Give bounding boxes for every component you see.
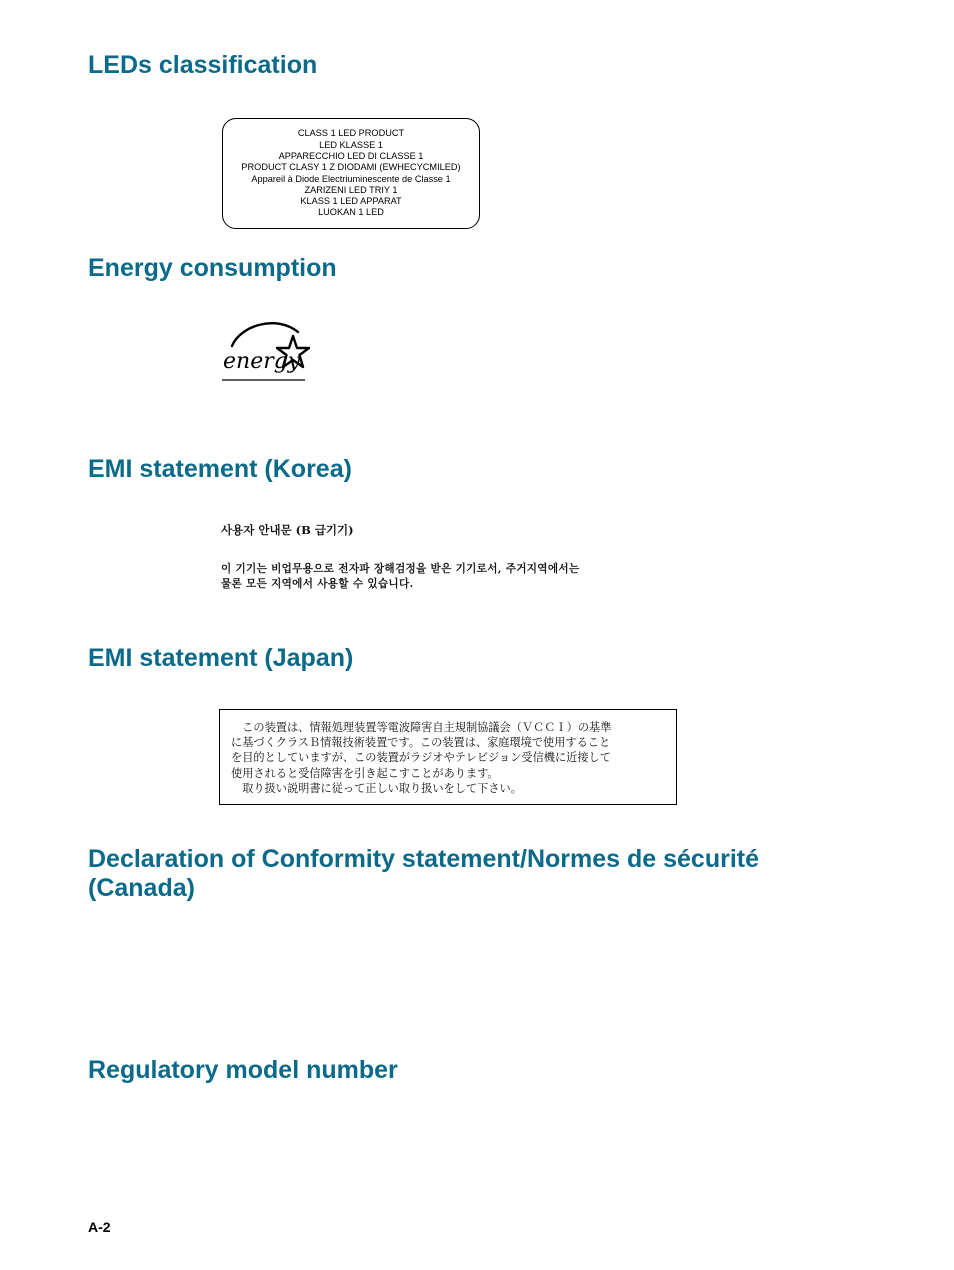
page-number: A-2 — [88, 1219, 111, 1235]
japan-statement-line: を目的としていますが、この装置がラジオやテレビジョン受信機に近接して — [231, 751, 611, 765]
heading-declaration-of-conformity: Declaration of Conformity statement/Normes de sécurité — [88, 845, 759, 873]
led-label-line: ZARIZENI LED TRIY 1 — [304, 184, 398, 195]
japan-vcci-statement — [219, 709, 677, 805]
led-label-line: Appareil à Diode Electriuminescente de Classe 1 — [251, 173, 451, 184]
led-label-line: LED KLASSE 1 — [319, 139, 383, 150]
korea-notice-line: 물론 모든 지역에서 사용할 수 있습니다. — [221, 578, 414, 590]
led-classification-label — [222, 118, 480, 229]
heading-energy-consumption: Energy consumption — [88, 254, 337, 282]
heading-regulatory-model-number: Regulatory model number — [88, 1056, 398, 1084]
korea-notice-title: 사용자 안내문 (B 급기기) — [221, 523, 354, 537]
heading-declaration-of-conformity-canada: (Canada) — [88, 874, 195, 902]
japan-statement-line: 取り扱い説明書に従って正しい取り扱いをして下さい。 — [231, 781, 522, 795]
heading-emi-japan: EMI statement (Japan) — [88, 644, 354, 672]
heading-leds-classification: LEDs classification — [88, 51, 318, 79]
japan-statement-line: この装置は、情報処理装置等電波障害自主規制協議会（ＶＣＣＩ）の基準 — [231, 721, 612, 734]
energy-logo-text: energy — [223, 349, 301, 374]
led-label-line: CLASS 1 LED PRODUCT — [297, 128, 405, 139]
japan-statement-line: に基づくクラスＢ情報技術装置です。この装置は、家庭環境で使用すること — [231, 736, 611, 750]
energy-star-icon — [218, 316, 314, 391]
led-label-line: LUOKAN 1 LED — [318, 207, 384, 218]
japan-statement-line: 使用されると受信障害を引き起こすことがあります。 — [231, 766, 499, 780]
led-label-line: KLASS 1 LED APPARAT — [300, 196, 402, 207]
heading-emi-korea: EMI statement (Korea) — [88, 455, 352, 483]
led-label-line: APPARECCHIO LED DI CLASSE 1 — [278, 150, 424, 161]
korea-notice-line: 이 기기는 비업무용으로 전자파 장해검정을 받은 기기로서, 주거지역에서는 — [221, 563, 580, 575]
led-label-line: PRODUCT CLASY 1 Z DIODAMI (EWHECYCMILED) — [241, 162, 461, 173]
